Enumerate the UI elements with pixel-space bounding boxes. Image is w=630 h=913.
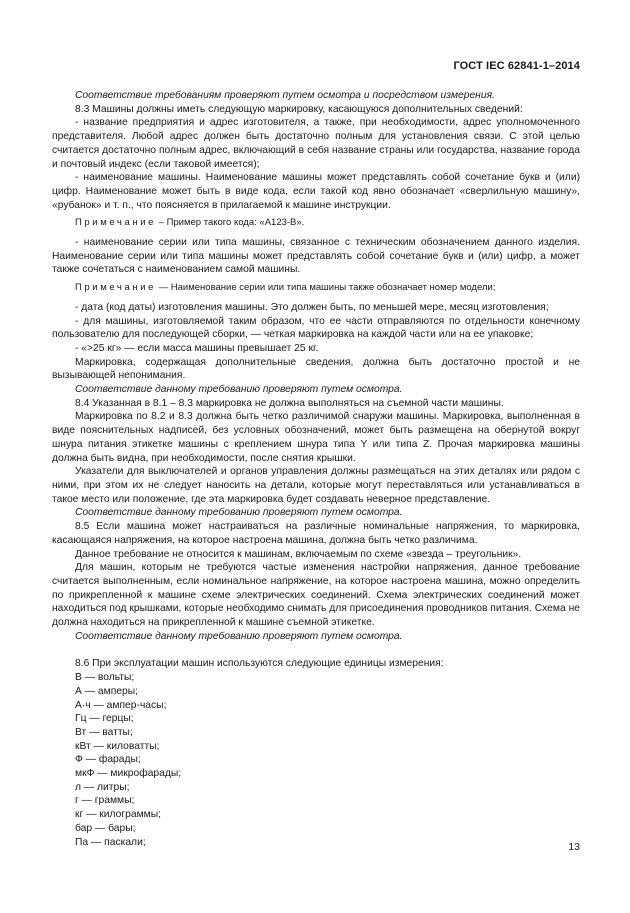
indicators-paragraph: Указатели для выключателей и органов управления должны размещаться на этих деталях или рядом с ними, при этом их не следует наносить на детали, которые могут переставляться или устанавливаться в такое место или положение, где эта маркировка будет создавать неверное представление.	[52, 466, 580, 505]
unit-item: г — граммы;	[75, 795, 135, 807]
marking-paragraph: Маркировка, содержащая дополнительные сведения, должна быть достаточно простой и не вызывающей непонимания.	[52, 356, 580, 382]
star-delta-paragraph: Данное требование не относится к машинам, включаемым по схеме «звезда – треугольник».	[75, 548, 522, 560]
unit-item: Па — паскали;	[75, 836, 146, 848]
compliance-paragraph: Соответствие требованиям проверяют путем осмотра и посредством измерения.	[75, 90, 495, 101]
note-1	[52, 216, 580, 230]
clause-8-6: 8.6 При эксплуатации машин используются следующие единицы измерения:	[75, 658, 444, 670]
note-2	[52, 281, 580, 295]
unit-item: Ф — фарады;	[75, 754, 141, 766]
note-label: Примечание	[75, 217, 156, 229]
note-label: Примечание	[75, 282, 156, 294]
unit-item: Гц — герцы;	[75, 713, 134, 725]
list-item-parts: - для машины, изготовляемой таким образом, что ее части отправляются по отдельности конечному пользователю для последующей сборки, — четкая маркировка на каждой части или на ее упаковке;	[52, 315, 580, 341]
page-number: 13	[568, 841, 580, 853]
clause-8-5: 8.5 Если машина может настраиваться на различные номинальные напряжения, то маркировка, касающаяся напряжения, на которое настроена машина, должна быть четко различима.	[52, 521, 580, 546]
unit-item: бар — бары;	[75, 822, 136, 834]
compliance-paragraph: Соответствие данному требованию проверяют путем осмотра.	[75, 384, 403, 396]
list-item-series: - наименование серии или типа машины, связанное с техническим обозначением данного изделия. Наименование серии или типа машины может представлять собой сочетание букв и (или) цифр, а может также сочетаться с наименованием самой машины.	[52, 237, 580, 276]
list-item-mass: - «>25 кг» — если масса машины превышает 25 кг.	[75, 342, 319, 354]
unit-item: В — вольты;	[75, 672, 135, 684]
list-item-machine-name: - наименование машины. Наименование машины может представлять собой сочетание букв и (или) цифр. Наименование может быть в виде кода, если такой код явно обозначает «сверлильную машину», «рубанок» и т. п., что поясняется в прилагаемой к машине инструкции.	[52, 172, 580, 211]
list-item-manufacturer: - название предприятия и адрес изготовителя, а также, при необходимости, адрес уполномоченного представителя. Любой адрес должен быть достаточно полным для установления связи. С этой целью считается достаточно полным адрес, включающий в себя название страны или государства, название города и почтовый индекс (если таковой имеется);	[52, 117, 580, 170]
document-id: ГОСТ IEC 62841-1–2014	[453, 60, 580, 72]
unit-item: А — амперы;	[75, 685, 138, 697]
voltage-setting-paragraph: Для машин, которым не требуются частые изменения настройки напряжения, данное требование считается выполненным, если номинальное напряжение, на которое настроена машина, можно определить по прикрепленной к машине схеме электрических соединений. Схема электрических соединений может находиться под крышками, которые необходимо снимать для присоединения проводников питания. Схема не должна находиться на прикрепленной к машине съемной этикетке.	[52, 562, 580, 629]
compliance-paragraph: Соответствие данному требованию проверяют путем осмотра.	[75, 630, 403, 642]
clause-8-3: 8.3 Машины должны иметь следующую маркировку, касающуюся дополнительных сведений:	[75, 103, 523, 115]
unit-item: кВт — киловатты;	[75, 740, 160, 752]
unit-item: л — литры;	[75, 781, 130, 793]
unit-item: А·ч — ампер-часы;	[75, 699, 167, 711]
compliance-paragraph: Соответствие данному требованию проверяют путем осмотра.	[75, 507, 403, 519]
note-2-text: — Наименование серии или типа машины также обозначает номер модели;	[158, 282, 496, 294]
note-1-text: – Пример такого кода: «А123-В».	[158, 217, 305, 229]
marking-visibility-paragraph: Маркировка по 8.2 и 8.3 должна быть четко различимой снаружи машины. Маркировка, выполненная в виде пояснительных надписей, без условных обозначений, может быть размещена на обернутой вокруг шнура питания этикетке машины с креплением шнура типа Y или типа Z. Прочая маркировка машины должна быть видна, при необходимости, после снятия крышки.	[52, 411, 580, 464]
unit-item: мкФ — микрофарады;	[75, 768, 182, 780]
list-item-date: - дата (код даты) изготовления машины. Это должен быть, по меньшей мере, месяц изготовления;	[75, 301, 549, 313]
unit-item: Вт — ватты;	[75, 726, 133, 738]
unit-item: кг — килограммы;	[75, 809, 162, 821]
page-body	[52, 89, 580, 849]
clause-8-4: 8.4 Указанная в 8.1 – 8.3 маркировка не должна выполняться на съемной части машины.	[75, 397, 504, 409]
